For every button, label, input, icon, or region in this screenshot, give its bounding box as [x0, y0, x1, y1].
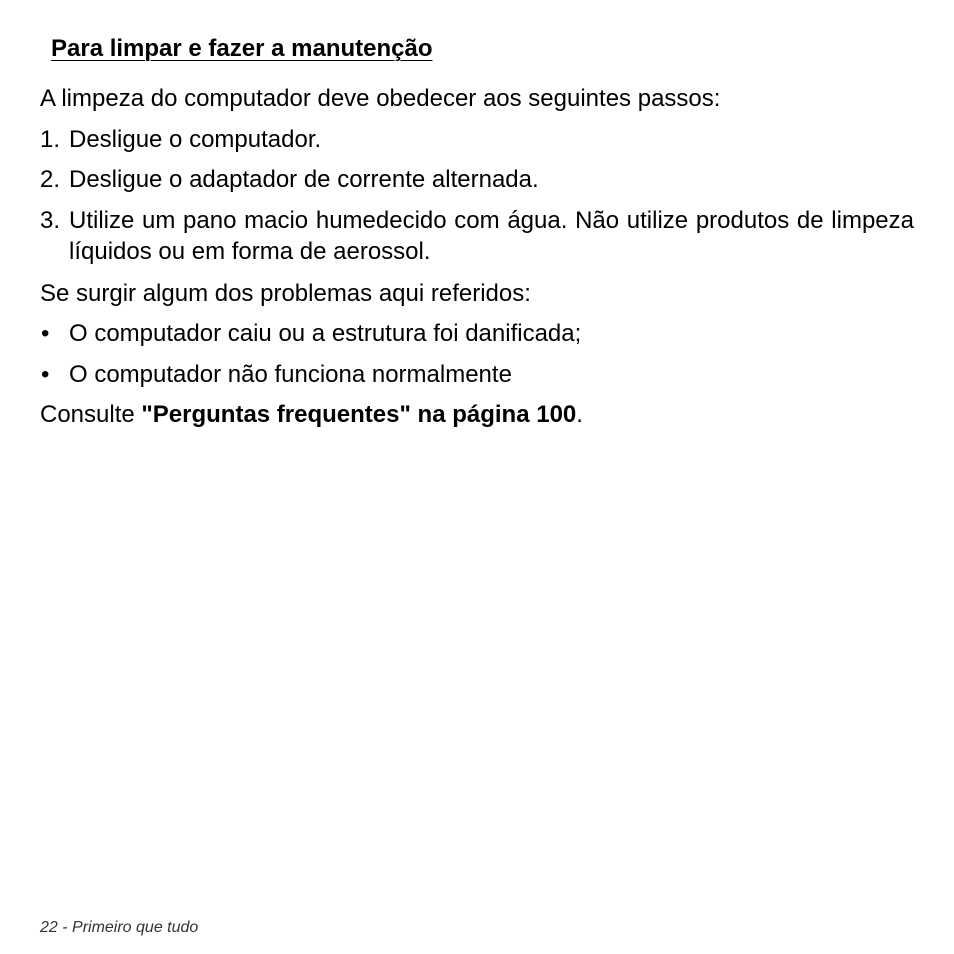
intro-paragraph: A limpeza do computador deve obedecer aos seguintes passos:: [40, 85, 721, 112]
bullet-marker: •: [41, 320, 50, 347]
step-number: 2.: [40, 166, 61, 193]
consult-prefix: Consulte: [40, 401, 142, 428]
step-item-3: [40, 205, 914, 267]
section-heading: Para limpar e fazer a manutenção: [51, 35, 433, 62]
problem-item-2: [40, 359, 914, 390]
problem-text: O computador caiu ou a estrutura foi danificada;: [69, 320, 582, 347]
step-item-1: [40, 124, 914, 155]
step-number: 1.: [40, 126, 61, 153]
consult-paragraph: [40, 400, 583, 430]
bullet-marker: •: [41, 361, 50, 388]
problem-item-1: [40, 318, 914, 349]
page-footer: 22 - Primeiro que tudo: [40, 919, 199, 936]
consult-suffix: .: [576, 401, 583, 428]
step-text: Desligue o computador.: [69, 126, 322, 153]
step-text: Utilize um pano macio humedecido com água. Não utilize produtos de limpeza líquidos ou em forma de aerossol.: [69, 207, 914, 265]
step-item-2: [40, 164, 914, 195]
step-number: 3.: [40, 207, 61, 234]
faq-page-reference-link[interactable]: "Perguntas frequentes" na página 100: [141, 401, 577, 428]
step-text: Desligue o adaptador de corrente alternada.: [69, 166, 539, 193]
problem-text: O computador não funciona normalmente: [69, 361, 512, 388]
problems-intro-paragraph: Se surgir algum dos problemas aqui referidos:: [40, 280, 531, 307]
